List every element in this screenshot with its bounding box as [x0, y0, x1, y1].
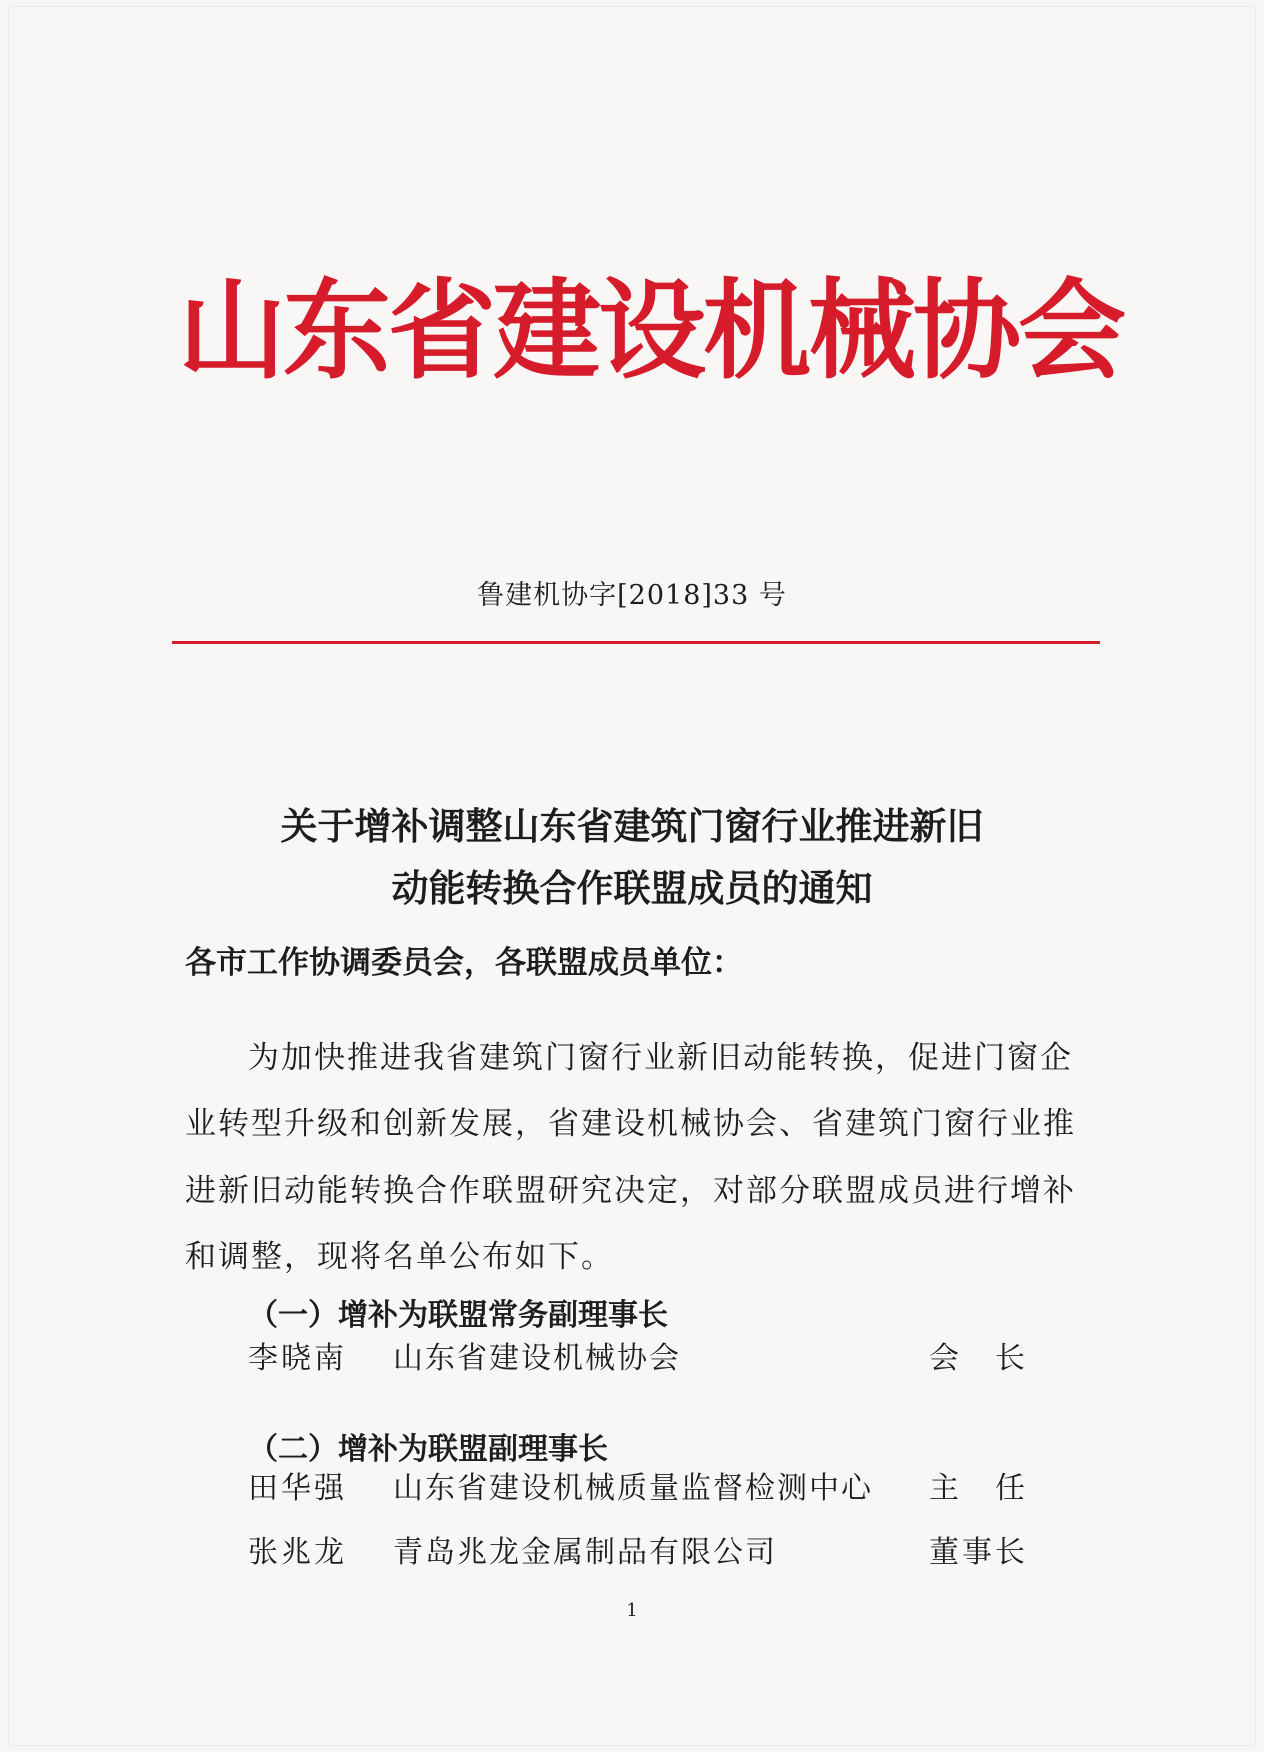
- section-heading-standing-vice-chair: （一）增补为联盟常务副理事长: [248, 1297, 668, 1333]
- notice-title-line-2: 动能转换合作联盟成员的通知: [391, 866, 873, 910]
- member-row: [248, 1341, 1028, 1384]
- member-name: 田华强: [248, 1471, 347, 1506]
- section-heading-vice-chair: （二）增补为联盟副理事长: [248, 1431, 608, 1467]
- document-number: 鲁建机协字[2018]33 号: [477, 580, 787, 611]
- salutation: 各市工作协调委员会，各联盟成员单位：: [185, 945, 743, 981]
- member-row: [248, 1471, 1028, 1514]
- member-position: 董事长: [929, 1535, 1028, 1570]
- member-organization: 山东省建设机械质量监督检测中心: [393, 1471, 873, 1506]
- member-name: 李晓南: [248, 1341, 347, 1376]
- body-text-line: 业转型升级和创新发展，省建设机械协会、省建筑门窗行业推: [185, 1106, 1076, 1142]
- member-organization: 青岛兆龙金属制品有限公司: [393, 1535, 777, 1570]
- body-text-line: 进新旧动能转换合作联盟研究决定，对部分联盟成员进行增补: [185, 1173, 1076, 1209]
- red-separator-line: [172, 641, 1100, 644]
- member-row: [248, 1535, 1028, 1578]
- body-text-line: 和调整，现将名单公布如下。: [185, 1239, 614, 1275]
- member-position: 主 任: [929, 1471, 1028, 1506]
- issuer-header: 山东省建设机械协会: [178, 269, 1124, 394]
- body-text-line: 为加快推进我省建筑门窗行业新旧动能转换，促进门窗企: [248, 1040, 1073, 1076]
- member-position: 会 长: [929, 1341, 1028, 1376]
- member-name: 张兆龙: [248, 1535, 347, 1570]
- page-number: 1: [626, 1600, 638, 1621]
- notice-title-line-1: 关于增补调整山东省建筑门窗行业推进新旧: [280, 804, 984, 848]
- member-organization: 山东省建设机械协会: [393, 1341, 681, 1376]
